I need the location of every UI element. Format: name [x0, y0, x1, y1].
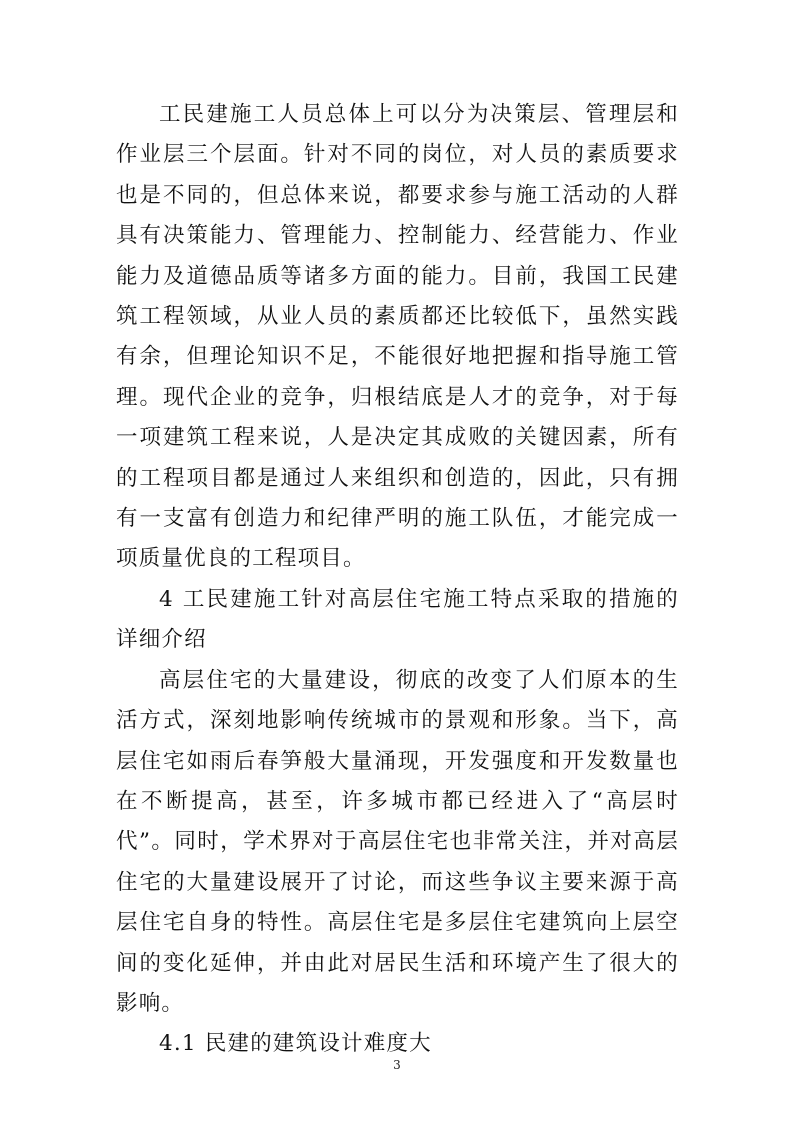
section-heading-4: 4 工民建施工针对高层住宅施工特点采取的措施的详细介绍	[116, 586, 679, 653]
page-number: 3	[393, 1058, 401, 1072]
paragraph-high-rise-housing: 高层住宅的大量建设，彻底的改变了人们原本的生活方式，深刻地影响传统城市的景观和形象。当下，高层住宅如雨后春笋般大量涌现，开发强度和开发数量也在不断提高，甚至，许多城市都已经进入了“高层时代”。同时，学术界对于高层住宅也非常关注，并对高层住宅的大量建设展开了讨论，而这些争议主要来源于高层住宅自身的特性。高层住宅是多层住宅建筑向上层空间的变化延伸，并由此对居民生活和环境产生了很大的影响。	[116, 667, 679, 1016]
paragraph-construction-personnel: 工民建施工人员总体上可以分为决策层、管理层和作业层三个层面。针对不同的岗位，对人员的素质要求也是不同的，但总体来说，都要求参与施工活动的人群具有决策能力、管理能力、控制能力、经营能力、作业能力及道德品质等诸多方面的能力。目前，我国工民建筑工程领域，从业人员的素质都还比较低下，虽然实践有余，但理论知识不足，不能很好地把握和指导施工管理。现代企业的竞争，归根结底是人才的竞争，对于每一项建筑工程来说，人是决定其成败的关键因素，所有的工程项目都是通过人来组织和创造的，因此，只有拥有一支富有创造力和纪律严明的施工队伍，才能完成一项质量优良的工程项目。	[116, 102, 679, 572]
page-body	[116, 95, 679, 1065]
section-heading-4-1: 4.1 民建的建筑设计难度大	[159, 1031, 432, 1057]
